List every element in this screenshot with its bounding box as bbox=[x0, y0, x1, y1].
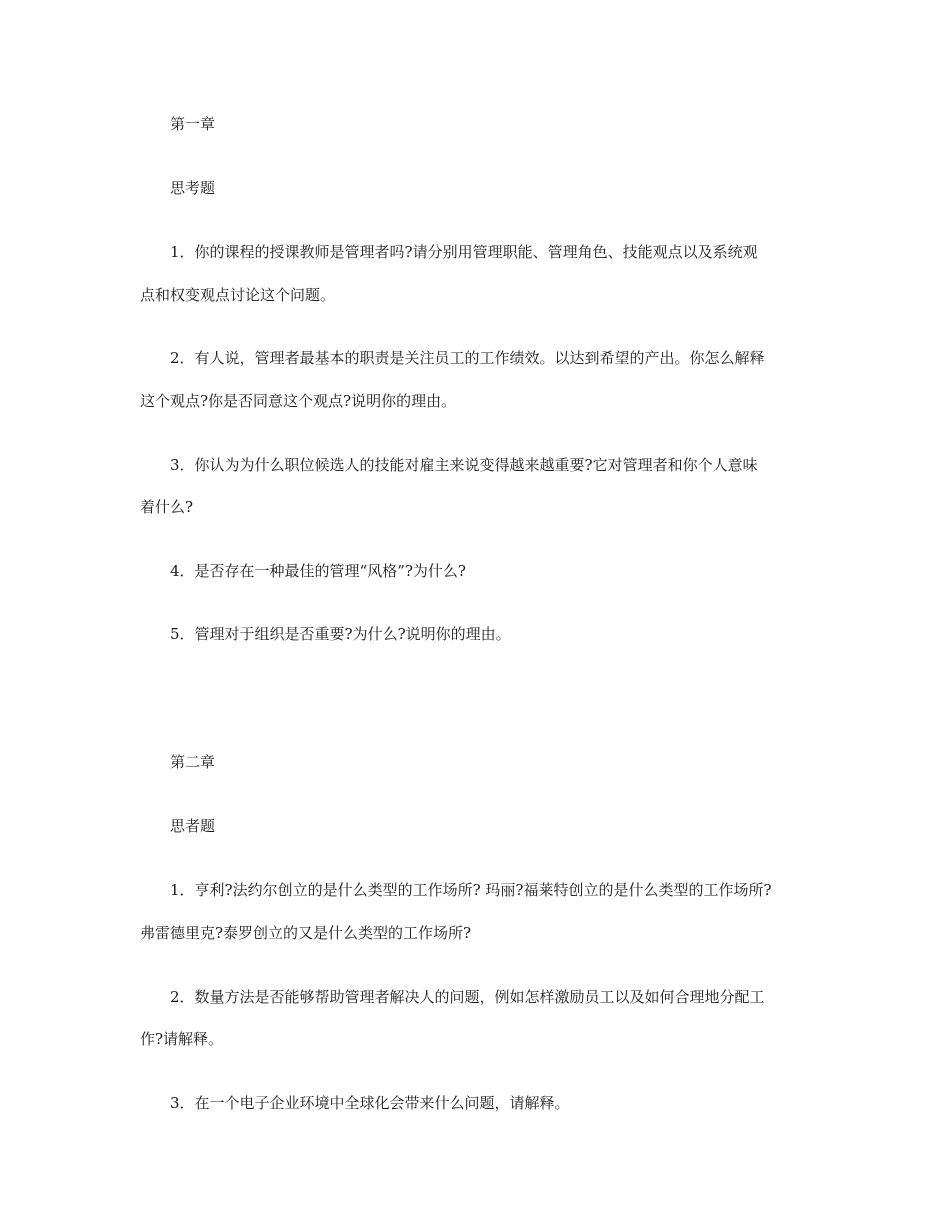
ch1-q5-line1: 5．管理对于组织是否重要?为什么?说明你的理由。 bbox=[170, 625, 511, 643]
chapter-2-title: 第二章 bbox=[170, 753, 216, 771]
chapter-2-subtitle: 思者题 bbox=[170, 817, 216, 835]
ch2-q2-line2: 作?请解释。 bbox=[140, 1030, 224, 1048]
ch1-q1-line1: 1．你的课程的授课教师是管理者吗?请分别用管理职能、管理角色、技能观点以及系统观 bbox=[170, 243, 758, 261]
chapter-1-subtitle: 思考题 bbox=[170, 179, 216, 197]
ch2-q3-line1: 3．在一个电子企业环境中全球化会带来什么问题，请解释。 bbox=[170, 1094, 570, 1112]
ch1-q3-line1: 3．你认为为什么职位候选人的技能对雇主来说变得越来越重要?它对管理者和你个人意味 bbox=[170, 456, 758, 474]
ch2-q2-line1: 2．数量方法是否能够帮助管理者解决人的问题，例如怎样激励员工以及如何合理地分配工 bbox=[170, 988, 765, 1006]
ch1-q2-line1: 2．有人说，管理者最基本的职责是关注员工的工作绩效。以达到希望的产出。你怎么解释 bbox=[170, 349, 765, 367]
ch1-q1-line2: 点和权变观点讨论这个问题。 bbox=[140, 286, 336, 304]
ch1-q2-line2: 这个观点?你是否同意这个观点?说明你的理由。 bbox=[140, 392, 457, 410]
ch1-q3-line2: 着什么? bbox=[140, 498, 194, 516]
chapter-1-title: 第一章 bbox=[170, 115, 216, 133]
ch2-q1-line1: 1．亨利?法约尔创立的是什么类型的工作场所? 玛丽?福莱特创立的是什么类型的工作场所? bbox=[170, 881, 772, 899]
ch1-q4-line1: 4．是否存在一种最佳的管理“风格”?为什么? bbox=[170, 562, 466, 580]
ch2-q1-line2: 弗雷德里克?泰罗创立的又是什么类型的工作场所? bbox=[140, 924, 472, 942]
